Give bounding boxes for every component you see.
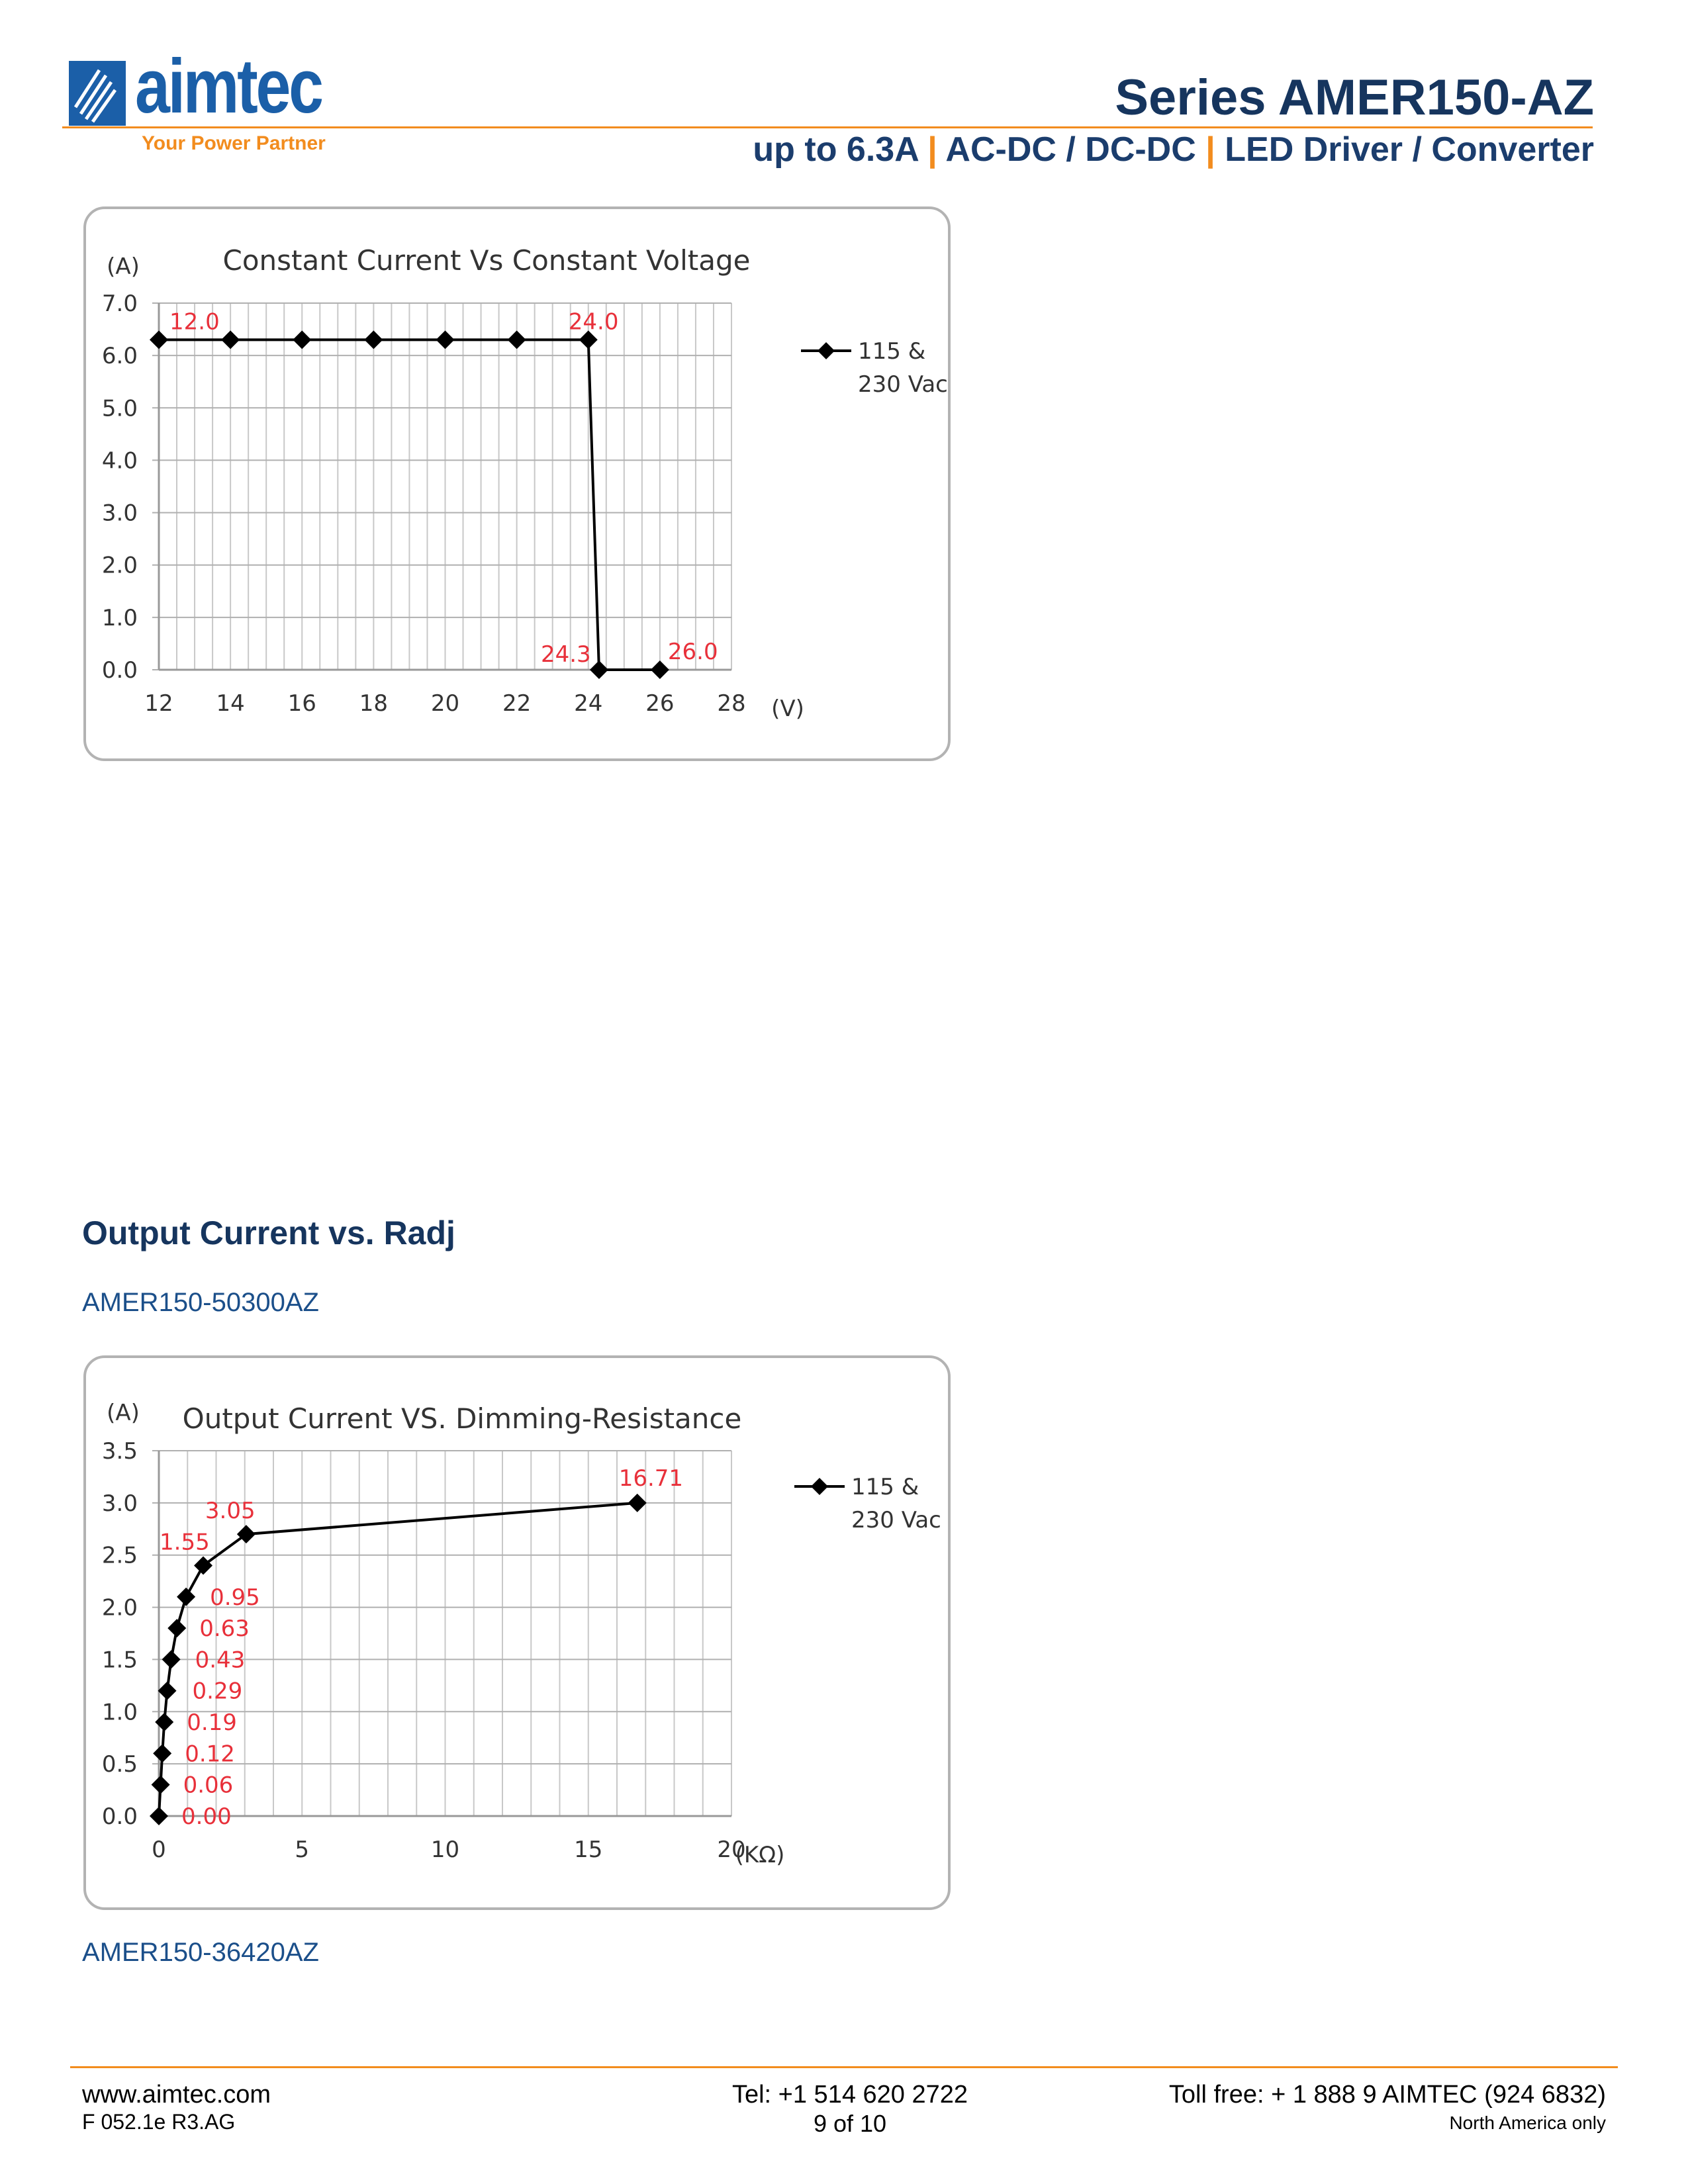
data-label: 24.0 <box>568 308 619 336</box>
series-title: Series AMER150-AZ <box>1115 69 1594 126</box>
y-tick-label: 0.5 <box>101 1751 138 1778</box>
data-point-marker <box>651 660 669 679</box>
logo-wordmark: aimtec <box>135 43 322 129</box>
page-number: 9 of 10 <box>813 2110 887 2137</box>
chart-title: Constant Current Vs Constant Voltage <box>222 244 751 277</box>
y-tick-label: 6.0 <box>101 343 138 370</box>
data-label: 3.05 <box>205 1498 256 1525</box>
data-label: 24.3 <box>540 641 591 668</box>
y-tick-label: 1.0 <box>101 1699 138 1726</box>
x-tick-label: 22 <box>502 690 532 717</box>
data-label: 0.29 <box>192 1678 243 1705</box>
legend-marker <box>811 1478 828 1495</box>
footer-toll-free: Toll free: + 1 888 9 AIMTEC (924 6832) <box>1168 2081 1606 2109</box>
x-tick-label: 26 <box>645 690 675 717</box>
y-tick-label: 7.0 <box>101 291 138 317</box>
subtitle-current: up to 6.3A <box>753 130 918 169</box>
x-axis-label: (KΩ) <box>735 1842 785 1868</box>
data-point-marker <box>237 1525 256 1543</box>
data-point-marker <box>628 1494 647 1512</box>
y-tick-label: 2.0 <box>101 1594 138 1621</box>
data-label: 0.19 <box>187 1709 237 1737</box>
x-tick-label: 16 <box>287 690 316 717</box>
header-divider <box>62 126 1593 128</box>
y-tick-label: 0.0 <box>101 657 138 684</box>
y-axis-label: (A) <box>107 253 140 280</box>
subtitle-separator: | <box>927 130 937 169</box>
product-subtitle <box>753 130 1594 169</box>
data-label: 0.00 <box>181 1803 232 1830</box>
legend-label: 115 & <box>858 338 926 365</box>
subtitle-separator: | <box>1205 130 1215 169</box>
x-tick-label: 12 <box>144 690 173 717</box>
footer-telephone: Tel: +1 514 620 2722 <box>731 2081 968 2109</box>
y-tick-label: 1.5 <box>101 1647 138 1674</box>
legend-label: 230 Vac <box>851 1507 941 1533</box>
legend-label: 115 & <box>851 1474 919 1500</box>
data-point-marker <box>150 330 168 349</box>
data-point-marker <box>194 1556 212 1574</box>
x-tick-label: 14 <box>216 690 245 717</box>
logo-tagline: Your Power Partner <box>142 132 326 154</box>
data-label: 16.71 <box>618 1465 684 1492</box>
x-tick-label: 18 <box>359 690 389 717</box>
data-point-marker <box>150 1807 168 1825</box>
x-tick-label: 0 <box>152 1837 166 1863</box>
data-label: 12.0 <box>169 308 220 336</box>
y-axis-label: (A) <box>107 1400 140 1426</box>
data-point-marker <box>155 1713 173 1731</box>
data-point-marker <box>293 330 311 349</box>
data-label: 0.12 <box>185 1741 235 1768</box>
data-point-marker <box>167 1619 186 1637</box>
y-tick-label: 4.0 <box>101 447 138 475</box>
x-tick-label: 10 <box>430 1837 460 1863</box>
x-tick-label: 28 <box>717 690 746 717</box>
legend-label: 230 Vac <box>858 371 948 398</box>
logo-mark-icon <box>69 61 126 126</box>
x-tick-label: 15 <box>574 1837 603 1863</box>
section-title: Output Current vs. Radj <box>82 1214 455 1251</box>
footer-divider <box>70 2066 1618 2068</box>
x-tick-label: 20 <box>430 690 460 717</box>
data-point-marker <box>162 1650 181 1668</box>
dimming-chart <box>86 1358 948 1907</box>
data-label: 0.06 <box>183 1772 234 1799</box>
data-point-marker <box>152 1776 170 1794</box>
data-label: 26.0 <box>667 639 718 665</box>
data-point-marker <box>153 1744 171 1762</box>
y-tick-label: 3.0 <box>101 500 138 527</box>
data-point-marker <box>590 660 608 679</box>
data-point-marker <box>158 1682 177 1700</box>
subtitle-application: LED Driver / Converter <box>1225 130 1594 169</box>
footer-website-link[interactable]: www.aimtec.com <box>82 2081 271 2109</box>
y-tick-label: 3.0 <box>101 1490 138 1517</box>
y-tick-label: 2.5 <box>101 1542 138 1569</box>
chart-title: Output Current VS. Dimming-Resistance <box>182 1402 742 1435</box>
cc-cv-chart-frame <box>83 206 951 761</box>
data-label: 0.43 <box>195 1647 246 1674</box>
subtitle-type: AC-DC / DC-DC <box>945 130 1196 169</box>
data-point-marker <box>436 330 455 349</box>
cc-cv-chart <box>86 209 948 758</box>
x-tick-label: 20 <box>717 1837 746 1863</box>
data-point-marker <box>221 330 240 349</box>
y-tick-label: 1.0 <box>101 604 138 631</box>
model-label: AMER150-50300AZ <box>82 1288 319 1317</box>
data-point-marker <box>177 1588 195 1606</box>
x-axis-label: (V) <box>771 696 804 722</box>
dimming-chart-frame <box>83 1355 951 1910</box>
footer-region-note: North America only <box>1449 2113 1606 2133</box>
y-tick-label: 2.0 <box>101 552 138 579</box>
data-point-marker <box>364 330 383 349</box>
y-tick-label: 0.0 <box>101 1803 138 1830</box>
y-tick-label: 5.0 <box>101 395 138 422</box>
model-label: AMER150-36420AZ <box>82 1938 319 1967</box>
footer-form-code: F 052.1e R3.AG <box>82 2110 236 2134</box>
legend-marker <box>818 342 835 359</box>
data-label: 0.63 <box>199 1615 250 1643</box>
x-tick-label: 24 <box>574 690 603 717</box>
data-label: 0.95 <box>210 1584 260 1611</box>
x-tick-label: 5 <box>295 1837 310 1863</box>
data-point-marker <box>508 330 526 349</box>
y-tick-label: 3.5 <box>101 1438 138 1465</box>
data-label: 1.55 <box>160 1529 210 1556</box>
